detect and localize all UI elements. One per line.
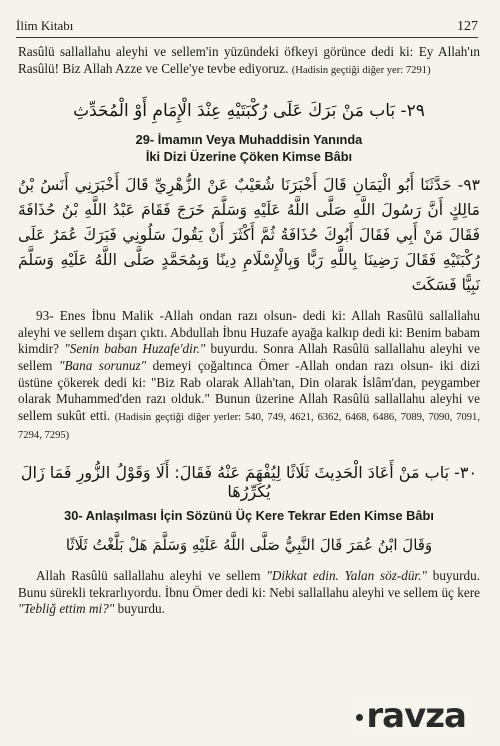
section-30-title: 30- Anlaşılması İçin Sözünü Üç Kere Tekrar Eden Kimse Bâbı <box>64 507 434 523</box>
hadith-93-quote2: "Bana sorunuz" <box>58 357 147 373</box>
intro-text: Rasûlü sallallahu aleyhi ve sellem'in yüzündeki öfkeyi görünce dedi ki: Ey Allah'ın Rasûlü! Biz Allah Azze ve Celle'ye tevbe ediyoruz. <box>18 44 480 76</box>
hadith-93-arabic: ٩٣- حَدَّثَنَا أَبُو الْيَمَانِ قَالَ أَخْبَرَنَا شُعَيْبٌ عَنْ الزُّهْرِيِّ قَالَ أَخْبَرَنِي أَنَسُ بْنُ مَالِكٍ أَنَّ رَسُولَ اللَّهِ صَلَّى اللَّهُ عَلَيْهِ وَسَلَّمَ خَرَجَ فَقَامَ عَبْدُ اللَّهِ بْنُ حُذَافَةَ فَقَالَ مَنْ أَبِي فَقَالَ أَبُوكَ حُذَافَةُ ثُمَّ أَكْثَرَ أَنْ يَقُولَ سَلُونِي فَبَرَكَ عُمَرُ عَلَى رُكْبَتَيْهِ فَقَالَ رَضِينَا بِاللَّهِ رَبًّا وَبِالْإِسْلَامِ دِينًا وَبِمُحَمَّدٍ صَلَّى اللَّهُ عَلَيْهِ وَسَلَّمَ نَبِيًّا فَسَكَتَ <box>18 176 480 295</box>
intro-reference: (Hadisin geçtiği diğer yer: 7291) <box>291 64 431 76</box>
section-29-title-line2: İki Dizi Üzerine Çöken Kimse Bâbı <box>145 149 353 165</box>
hadith-93-reference: (Hadisin geçtiği diğer yerler: 540, 749, 4621, 6362, 6468, 6486, 7089, 7090, 7091, 7294, 7295) <box>18 411 480 442</box>
intro-paragraph <box>18 44 480 79</box>
ravza-watermark <box>352 696 470 736</box>
hadith-93-part3: demeyi çoğaltınca Ömer -Allah ondan razı olsun- iki dizi üstüne çökerek dedi ki: "Biz Rab olarak Allah'tan, Din olarak İslâm'dan, peygamber olarak Muhammed'den razı olduk." Bunun üzerine Allah Rasûlü sallallahu aleyhi ve sellem sukût etti. <box>18 357 480 423</box>
section-29-title-line1: 29- İmamın Veya Muhaddisin Yanında <box>135 132 363 148</box>
hadith-93-translation <box>18 308 480 445</box>
page-content <box>18 44 480 618</box>
page-number: 127 <box>457 19 478 34</box>
section-30-arabic-title: ٣٠- بَاب مَنْ أَعَادَ الْحَدِيثَ ثَلَاثًا لِيُفْهَمَ عَنْهُ فَقَالَ: أَلَا وَقَوْلُ الزُّورِ فَمَا زَالَ يُكَرِّرُهَا <box>20 462 478 501</box>
section-30-quote1: "Dikkat edin. Yalan söz-dür." <box>266 567 427 583</box>
running-header <box>16 18 478 38</box>
hadith-93-part1: 93- Enes İbnu Malik -Allah ondan razı olsun- dedi ki: Allah Rasûlü sallallahu aleyhi ve sellem dışarı çıktı. Abdullah İbnu Huzafe ayağa kalkıp dedi ki: Benim babam kimdir? <box>18 308 480 357</box>
section-30-part1: Allah Rasûlü sallallahu aleyhi ve sellem <box>36 567 261 583</box>
hadith-93-part2: buyurdu. Sonra Allah Rasûlü sallallahu aleyhi ve sellem <box>18 341 481 373</box>
section-29-arabic-title: ٢٩- بَاب مَنْ بَرَكَ عَلَى رُكْبَتَيْهِ عِنْدَ الْإِمَامِ أَوْ الْمُحَدِّثِ <box>73 101 425 122</box>
hadith-93-quote1: "Senin baban Huzafe'dir." <box>64 341 206 357</box>
section-30-part3: buyurdu. <box>117 601 165 617</box>
section-30-arabic-text: وَقَالَ ابْنُ عُمَرَ قَالَ النَّبِيُّ صَلَّى اللَّهُ عَلَيْهِ وَسَلَّمَ هَلْ بَلَّغْتُ ثَلَاثًا <box>65 535 433 554</box>
book-title: İlim Kitabı <box>16 18 74 33</box>
watermark-text: ravza <box>366 696 466 736</box>
section-29-title <box>18 131 480 165</box>
watermark-dot-icon <box>356 714 363 721</box>
section-30-translation <box>18 568 480 618</box>
section-30-quote2: "Tebliğ ettim mi?" <box>18 601 115 617</box>
section-30-part2: buyurdu. Bunu sürekli tekrarlıyordu. İbnu Ömer dedi ki: Nebi sallallahu aleyhi ve sellem üç kere <box>18 567 480 600</box>
